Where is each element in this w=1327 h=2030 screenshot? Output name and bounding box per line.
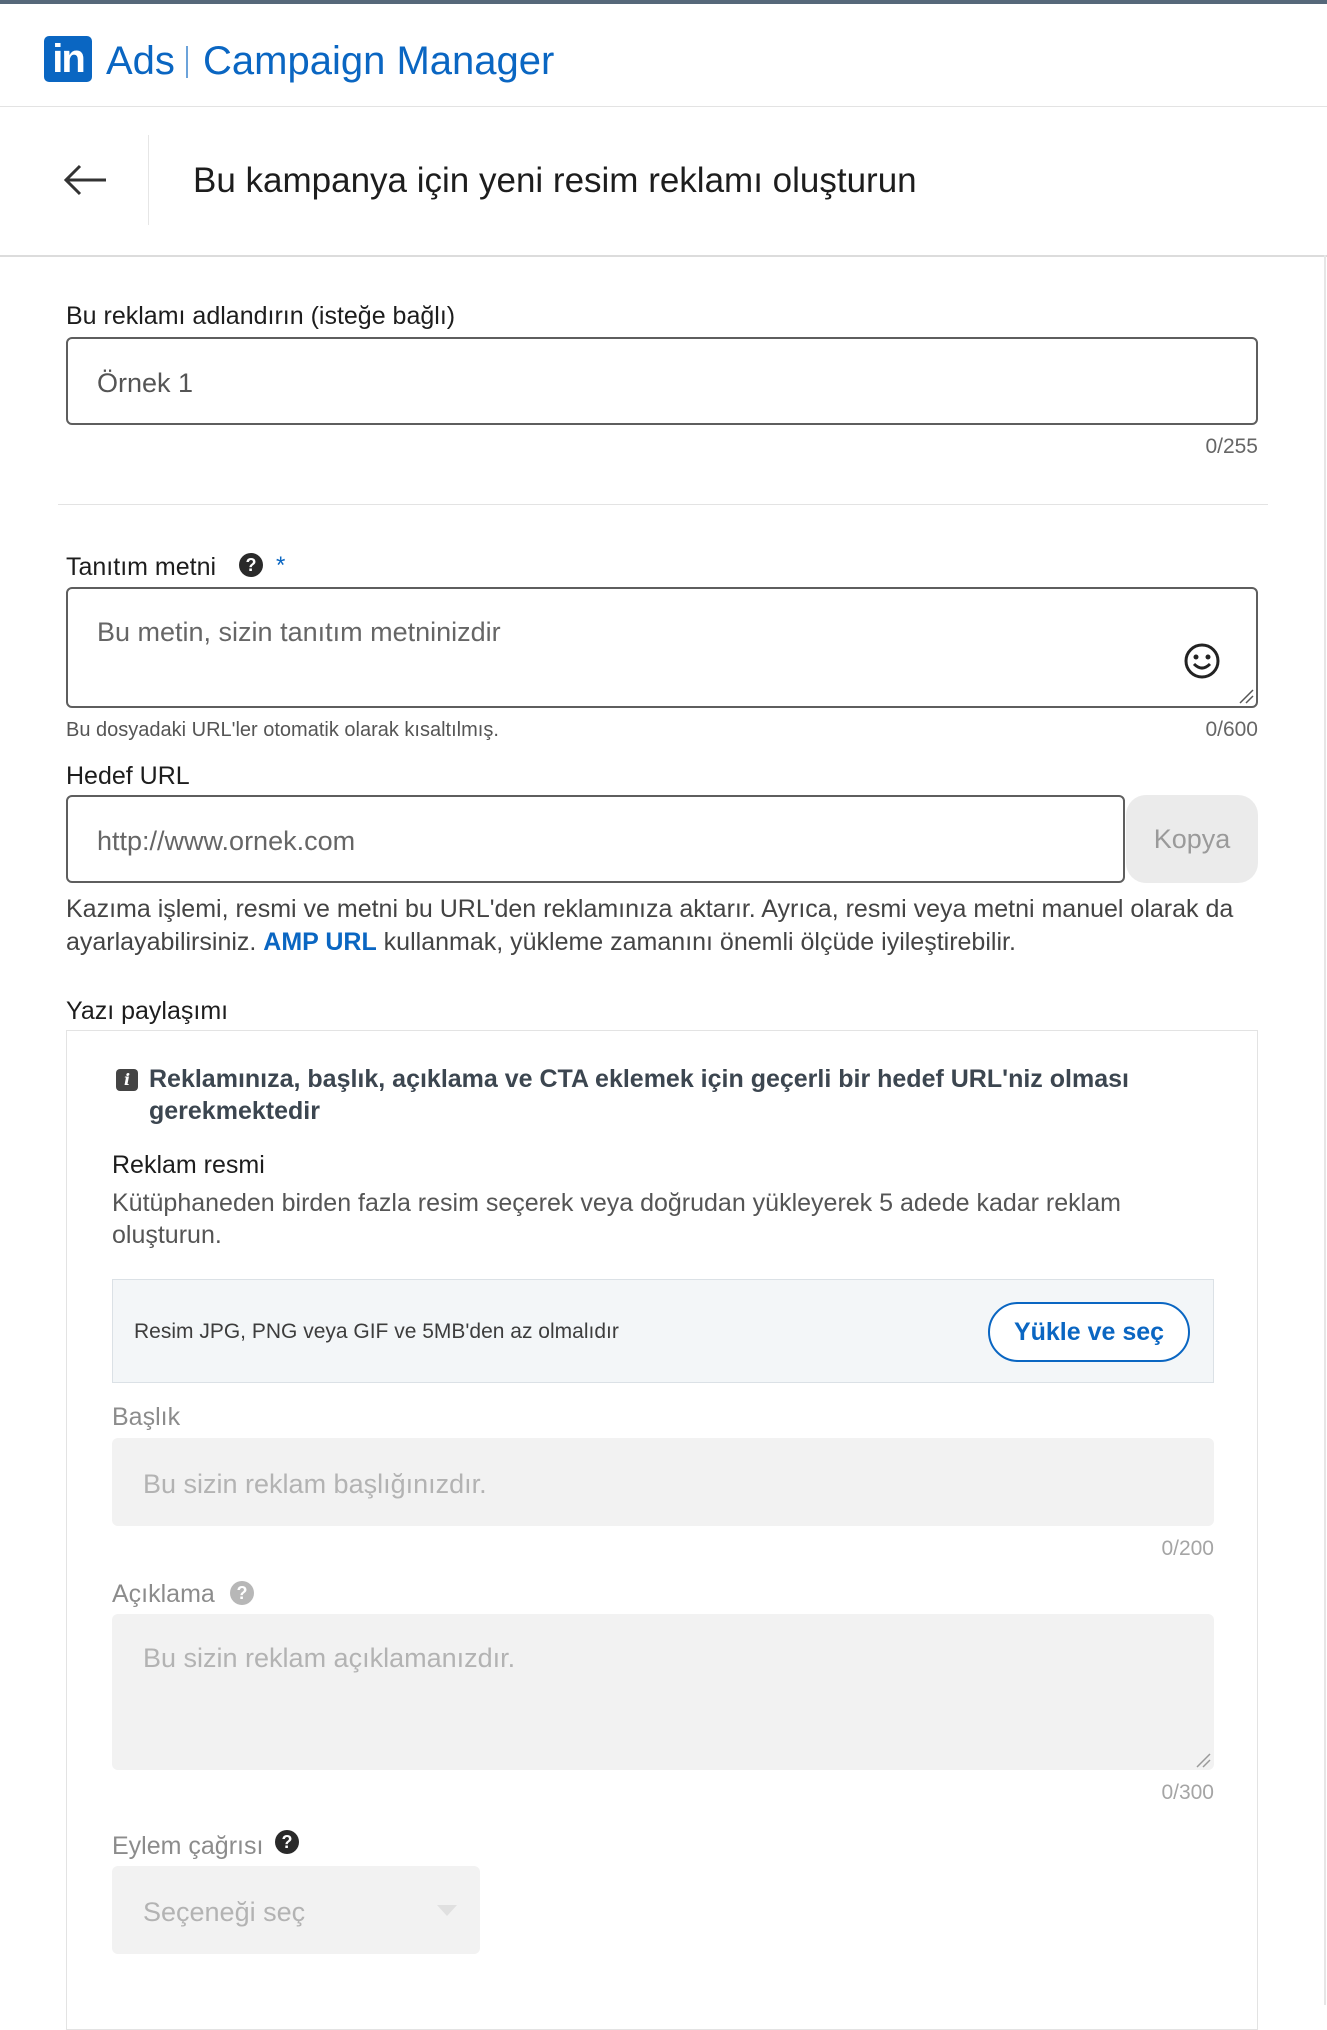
intro-text-counter: 0/600 [1205,718,1258,741]
ad-image-title: Reklam resmi [112,1151,265,1179]
question-circle-icon[interactable]: ? [275,1830,299,1854]
headline-placeholder: Bu sizin reklam başlığınızdır. [143,1469,487,1499]
question-circle-icon[interactable]: ? [239,553,263,577]
image-requirements: Resim JPG, PNG veya GIF ve 5MB'den az olmalıdır [134,1320,619,1343]
header-divider [148,135,149,225]
arrow-left-icon [58,155,118,205]
ad-name-input[interactable] [66,337,1258,425]
cta-label: Eylem çağrısı [112,1832,264,1860]
linkedin-logo-icon[interactable]: in [44,36,92,82]
caret-down-icon [436,1904,458,1918]
description-textarea[interactable] [112,1614,1214,1770]
target-url-placeholder: http://www.ornek.com [97,826,356,856]
brand-app-name: Campaign Manager [203,39,555,83]
post-section-label: Yazı paylaşımı [66,997,229,1025]
ad-name-value: Örnek 1 [97,368,194,398]
intro-text-label: Tanıtım metni [66,553,217,581]
scroll-edge-line [1324,255,1326,2005]
intro-text-hint: Bu dosyadaki URL'ler otomatik olarak kısaltılmış. [66,719,499,741]
ad-name-counter: 0/255 [1205,435,1258,458]
intro-text-placeholder: Bu metin, sizin tanıtım metninizdir [97,617,501,647]
smiley-icon[interactable] [1183,642,1221,680]
brand-separator [186,46,188,78]
description-placeholder: Bu sizin reklam açıklamanızdır. [143,1643,516,1673]
question-circle-icon[interactable]: ? [230,1581,254,1605]
target-url-help-text-end: kullanmak, yükleme zamanını önemli ölçüde iyileştirebilir. [376,928,1016,956]
brand-product: Ads [106,39,175,83]
back-button[interactable] [58,155,118,205]
required-mark: * [276,552,286,579]
page-title: Bu kampanya için yeni resim reklamı oluşturun [193,161,917,200]
ad-name-label: Bu reklamı adlandırın (isteğe bağlı) [66,302,456,330]
section-divider [58,504,1268,505]
page-header [0,107,1327,257]
resize-handle-icon[interactable] [1238,688,1254,704]
amp-url-link[interactable]: AMP URL [263,928,377,956]
copy-button[interactable]: Kopya [1126,795,1258,883]
headline-counter: 0/200 [1161,1537,1214,1560]
target-url-help [66,893,1266,959]
ad-image-description: Kütüphaneden birden fazla resim seçerek veya doğrudan yükleyerek 5 adede kadar reklam oluşturun. [112,1189,1121,1249]
upload-select-button[interactable]: Yükle ve seç [988,1302,1190,1362]
headline-label: Başlık [112,1403,181,1431]
target-url-label: Hedef URL [66,762,190,790]
target-url-help-text: Kazıma işlemi, resmi ve metni bu URL'den reklamınıza aktarır. Ayrıca, resmi veya metni manuel olarak da ayarlayabilirsiniz. [66,895,1234,956]
brand-bar [0,4,1327,107]
info-square-icon: i [116,1069,138,1091]
info-message: Reklamınıza, başlık, açıklama ve CTA eklemek için geçerli bir hedef URL'niz olması gerekmektedir [149,1065,1129,1125]
resize-handle-icon[interactable] [1195,1752,1211,1768]
description-label: Açıklama [112,1580,215,1608]
description-counter: 0/300 [1161,1781,1214,1804]
cta-placeholder: Seçeneği seç [143,1897,306,1927]
